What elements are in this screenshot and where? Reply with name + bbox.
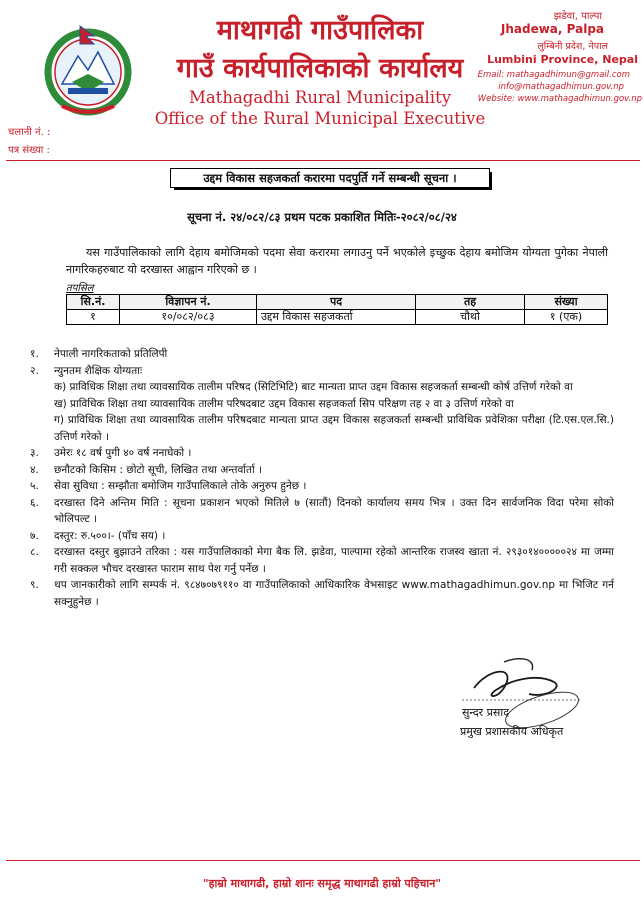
office-name-np-line2: गाउँ कार्यपालिकाको कार्यालय bbox=[176, 53, 464, 84]
list-item bbox=[30, 379, 614, 396]
item-number: ७. bbox=[30, 529, 39, 542]
col-header-level: तह bbox=[416, 295, 525, 310]
item-text: ख) प्राविधिक शिक्षा तथा व्यावसायिक तालीम परिषदबाट उद्दम विकास सहजकर्ता सिप परिक्षण तह २ वा ३ उत्तिर्ण गरेको वा bbox=[54, 397, 514, 410]
footer-divider bbox=[6, 860, 640, 861]
item-number: ५. bbox=[30, 480, 39, 492]
item-text: नेपाली नागरिकताको प्रतिलिपी bbox=[54, 348, 168, 360]
address-np-province: लुम्बिनी प्रदेश, नेपाल bbox=[537, 41, 608, 52]
info-email-text: info@mathagadhimun.gov.np bbox=[498, 82, 624, 92]
cell-count: १ (एक) bbox=[525, 310, 608, 325]
table-header-row bbox=[67, 295, 608, 310]
address-en-province: Lumbini Province, Nepal bbox=[487, 53, 638, 66]
item-number: ४. bbox=[30, 463, 39, 476]
item-text: सेवा सुविधा : सम्झौता बमोजिम गाउँपालिकाले तोके अनुरुप हुनेछ । bbox=[54, 480, 307, 492]
website-text: Website: www.mathagadhimun.gov.np bbox=[477, 94, 642, 104]
cell-post: उद्दम विकास सहजकर्ता bbox=[257, 310, 416, 325]
office-name-en-line2: Office of the Rural Municipal Executive bbox=[154, 109, 486, 128]
cell-level: चौथो bbox=[416, 310, 525, 325]
tapsil-label: तपसिल bbox=[66, 283, 94, 294]
col-header-sn: सि.नं. bbox=[67, 295, 120, 310]
list-item bbox=[30, 495, 614, 528]
office-name-np-line1: माथागढी गाउँपालिका bbox=[216, 15, 424, 46]
position-table bbox=[66, 294, 608, 325]
list-item bbox=[30, 412, 614, 445]
cell-ad-no: १०/०८२/०८३ bbox=[120, 310, 257, 325]
list-item bbox=[30, 577, 614, 610]
item-number: ३. bbox=[30, 447, 39, 459]
requirements-list bbox=[30, 346, 614, 610]
list-item bbox=[30, 462, 614, 479]
notice-number: सूचना नं. २४/०८२/८३ प्रथम पटक प्रकाशित मितिः-२०८२/०८/२४ bbox=[187, 210, 457, 224]
item-text: उमेरः १८ वर्ष पुगी ४० वर्ष ननाघेको । bbox=[54, 447, 192, 459]
item-number: १. bbox=[30, 348, 39, 360]
item-text: दरखास्त दस्तुर बुझाउने तरिका : यस गाउँपालिकाको मेगा बैक लि. झडेवा, पाल्पामा रहेको आन्तरिक राजस्व खाता नं. २९३०१४०००००२४ मा जम्मा गरी सक्कल भौचर दरखास्त फाराम साथ पेश गर्नु पर्नेछ । bbox=[54, 546, 614, 575]
list-item bbox=[30, 445, 614, 462]
item-text: दरखास्त दिने अन्तिम मिति : सूचना प्रकाशन भएको मितिले ७ (सातौं) दिनको कार्यालय समय भित्र । उक्त दिन सार्वजनिक विदा परेमा सोको भोलिपल्ट । bbox=[54, 496, 614, 525]
item-number: ८. bbox=[30, 546, 39, 558]
patra-sankhya-label: पत्र संख्या : bbox=[8, 145, 50, 156]
list-item bbox=[30, 363, 614, 380]
signatory-title: प्रमुख प्रशासकीय अधिकृत bbox=[460, 725, 564, 738]
list-item bbox=[30, 544, 614, 577]
item-number: ९. bbox=[30, 579, 39, 591]
table-row bbox=[67, 310, 608, 325]
list-item bbox=[30, 346, 614, 363]
item-text: थप जानकारीको लागि सम्पर्क नं. ९८४७०७९११० वा गाउँपालिकाको आधिकारिक वेभसाइट www.mathagadhimun.gov.np मा भिजिट गर्न सक्नुहुनेछ । bbox=[54, 579, 614, 608]
header-divider bbox=[6, 160, 640, 161]
address-en-place: Jhadewa, Palpa bbox=[500, 22, 604, 36]
item-text: दस्तुर: रु.५००।- (पाँच सय) । bbox=[54, 529, 166, 542]
email-text: Email: mathagadhimun@gmail.com bbox=[477, 70, 630, 80]
office-name-en-line1: Mathagadhi Rural Municipality bbox=[188, 88, 452, 107]
notice-subject: उद्दम विकास सहजकर्ता करारमा पदपुर्ति गर्ने सम्बन्धी सूचना । bbox=[170, 168, 490, 188]
address-np-place: झडेवा, पाल्पा bbox=[553, 11, 602, 22]
list-item bbox=[30, 396, 614, 413]
chalani-label: चलानी नं. : bbox=[8, 127, 51, 138]
footer-slogan: "हाम्रो माथागढी, हाम्रो शानः समृद्ध माथागढी हाम्रो पहिचान" bbox=[202, 877, 442, 890]
col-header-count: संख्या bbox=[525, 295, 608, 310]
item-text: छनौटको किसिम : छोटो सूची, लिखित तथा अन्तर्वार्ता । bbox=[54, 463, 263, 476]
col-header-post: पद bbox=[257, 295, 416, 310]
intro-paragraph: यस गाउँपालिकाको लागि देहाय बमोजिमको पदमा सेवा करारमा लगाउनु पर्ने भएकोले इच्छुक देहाय बमोजिम योग्यता पुगेका नेपाली नागरिकहरुबाट यो दरखास्त आह्वान गरिएको छ । bbox=[66, 246, 608, 276]
municipality-emblem bbox=[42, 22, 134, 118]
list-item bbox=[30, 478, 614, 495]
col-header-ad-no: विज्ञापन नं. bbox=[120, 295, 257, 310]
item-number: ६. bbox=[30, 496, 39, 509]
item-number: २. bbox=[30, 364, 39, 377]
item-text: न्युनतम शैक्षिक योग्यताः bbox=[54, 364, 143, 377]
item-text: ग) प्राविधिक शिक्षा तथा व्यावसायिक तालीम परिषदबाट मान्यता प्राप्त उद्दम विकास सहजकर्ता सम्बन्धी प्राविधिक प्रवेशिका परीक्षा (टि.एस.एल.सि.) उत्तिर्ण गरेको । bbox=[54, 414, 614, 443]
item-text: क) प्राविधिक शिक्षा तथा व्यावसायिक तालीम परिषद (सिटिभिटि) बाट मान्यता प्राप्त उद्दम विकास सहजकर्ता सम्बन्धी कोर्ष उत्तिर्ण गरेको वा bbox=[54, 381, 573, 393]
list-item bbox=[30, 528, 614, 545]
cell-sn: १ bbox=[67, 310, 120, 325]
signatory-name: सुन्दर प्रसाद bbox=[462, 706, 510, 719]
